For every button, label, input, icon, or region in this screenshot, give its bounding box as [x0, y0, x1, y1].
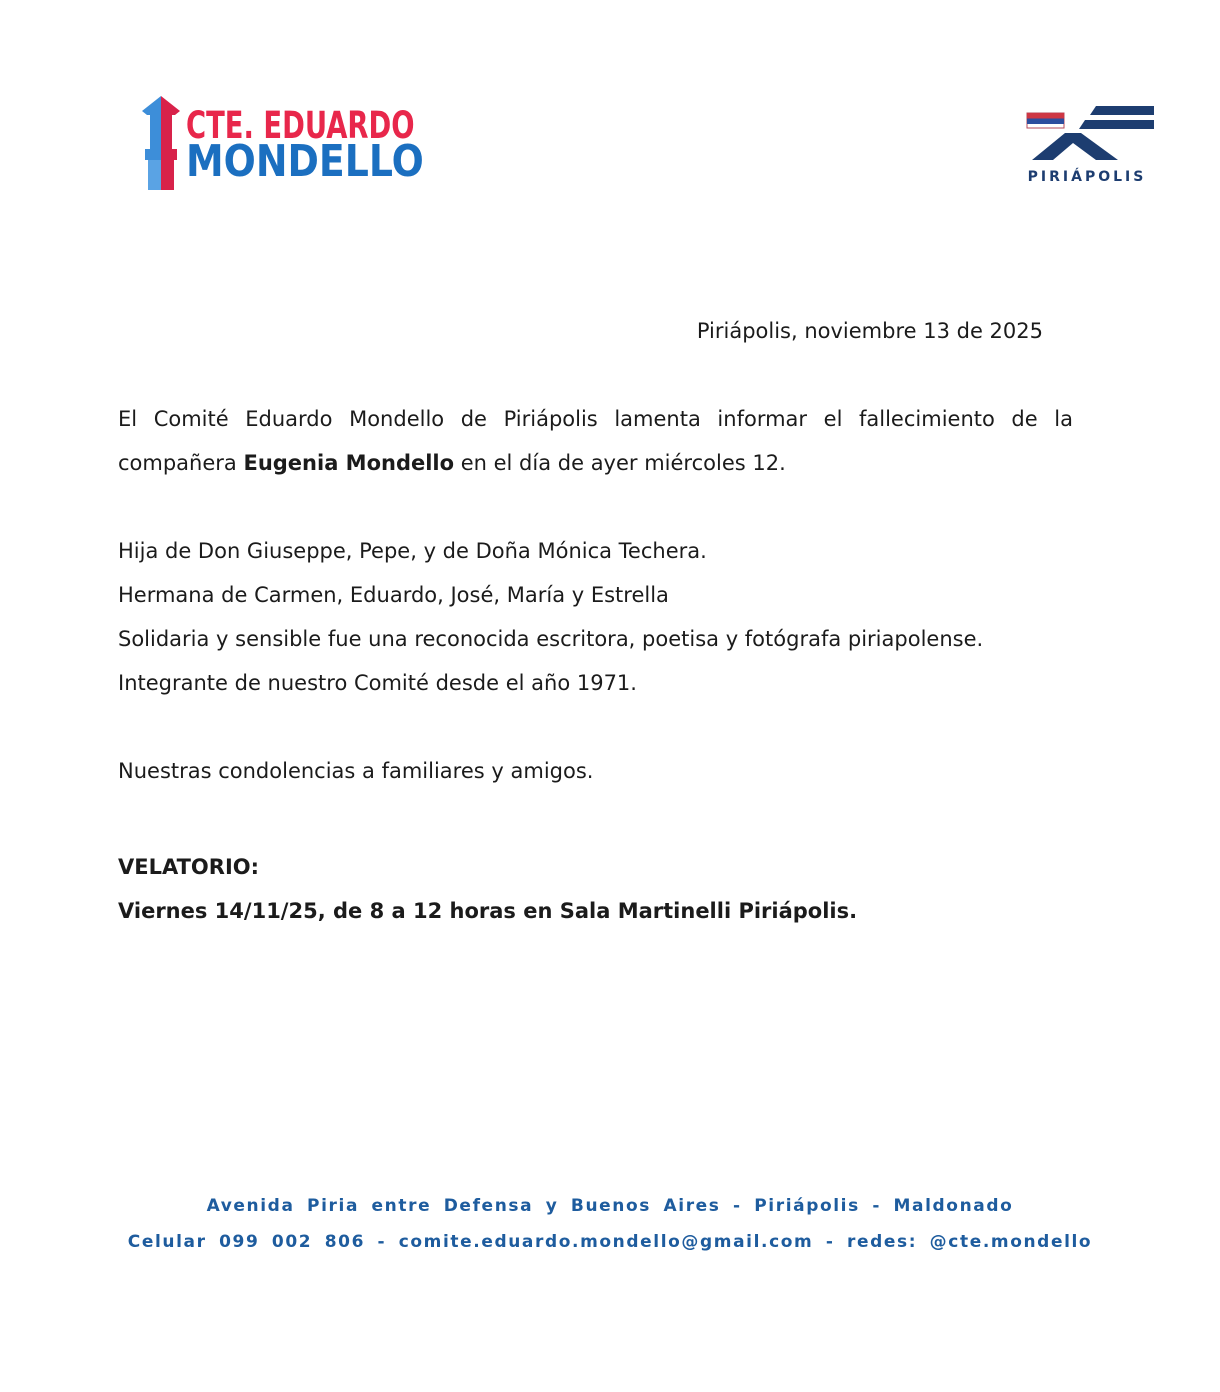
piriapolis-logo-label: PIRIÁPOLIS: [1027, 169, 1147, 185]
velatorio-title: VELATORIO:: [118, 855, 260, 879]
piriapolis-mark-icon: [1017, 97, 1157, 165]
blank-line: [118, 793, 1073, 837]
footer: [0, 1188, 1220, 1260]
committee-logo-text: [186, 104, 495, 187]
footer-contact: Celular 099 002 806 - comite.eduardo.mondello@gmail.com - redes: @cte.mondello: [127, 1232, 1093, 1252]
blank-line: [118, 353, 1073, 397]
letter-body: [0, 353, 1220, 933]
header: [0, 0, 1220, 197]
velatorio-detail: Viernes 14/11/25, de 8 a 12 horas en Sala Martinelli Piriápolis.: [118, 899, 858, 923]
committee-logo-line1: CTE. EDUARDO: [186, 104, 415, 147]
velatorio-section: [118, 845, 1073, 933]
paragraph-solidaria: Solidaria y sensible fue una reconocida escritora, poetisa y fotógrafa piriapolense.: [118, 627, 984, 651]
paragraph-integrante: Integrante de nuestro Comité desde el año 1971.: [118, 671, 637, 695]
blank-line: [118, 485, 1073, 529]
piriapolis-logo: [1017, 97, 1157, 185]
paragraph-announcement: [118, 397, 1073, 485]
piriapolis-flag: [1027, 113, 1064, 128]
lighthouse-tower-icon: [138, 85, 184, 191]
dateline: Piriápolis, noviembre 13 de 2025: [696, 319, 1043, 343]
committee-logo-line2: MONDELLO: [186, 136, 424, 187]
deceased-name: Eugenia Mondello: [243, 451, 455, 475]
paragraph-hermana: Hermana de Carmen, Eduardo, José, María y Estrella: [118, 583, 669, 607]
announcement-text-before: El Comité Eduardo Mondello de Piriápolis lamenta informar el fallecimiento de la compañera: [118, 407, 1073, 475]
announcement-text-after: en el día de ayer miércoles 12.: [454, 451, 786, 475]
blank-line: [118, 705, 1073, 749]
footer-address: Avenida Piria entre Defensa y Buenos Aires - Piriápolis - Maldonado: [206, 1196, 1014, 1216]
paragraph-hija: Hija de Don Giuseppe, Pepe, y de Doña Mónica Techera.: [118, 539, 707, 563]
committee-logo: [138, 85, 495, 191]
paragraph-condolencias: Nuestras condolencias a familiares y amigos.: [118, 759, 594, 783]
